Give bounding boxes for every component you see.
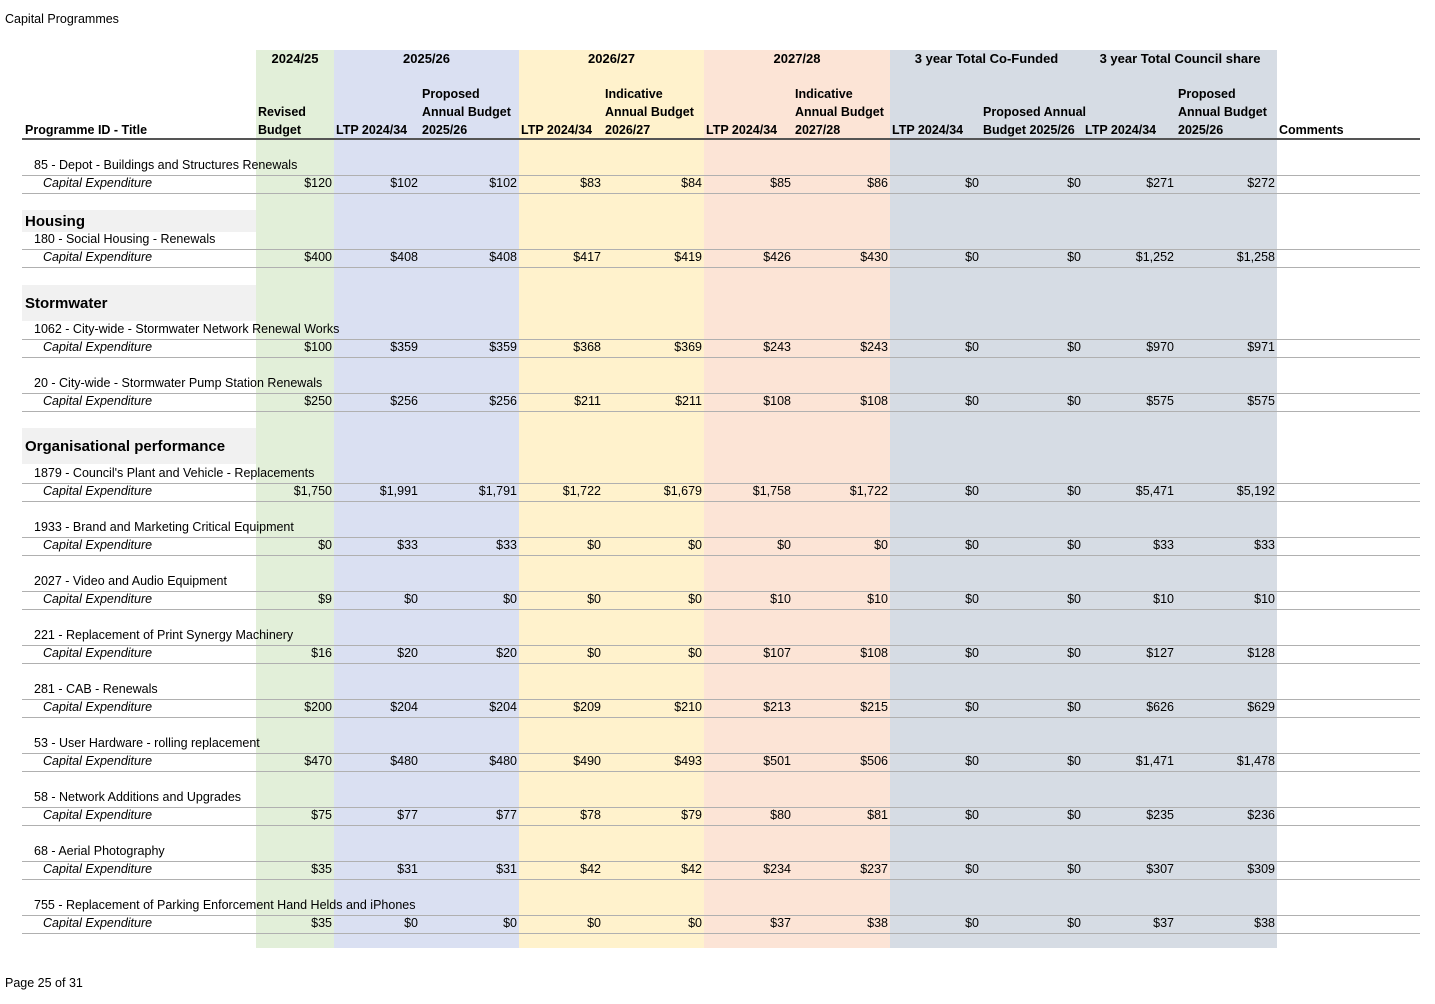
cell-value: $0 [874, 538, 888, 552]
cell-value: $0 [965, 176, 979, 190]
cell-value: $400 [304, 250, 332, 264]
cell-value: $1,679 [663, 484, 702, 498]
cell-value: $35 [311, 916, 332, 930]
cell-value: $0 [1067, 340, 1081, 354]
row-divider [22, 193, 1420, 194]
cell-value: $5,471 [1135, 484, 1174, 498]
group-header: 2027/28 [773, 51, 821, 66]
cell-value: $0 [318, 538, 332, 552]
column-header: Annual Budget [795, 105, 884, 119]
cell-value: $493 [674, 754, 702, 768]
cell-value: $0 [503, 592, 517, 606]
cell-value: $1,791 [478, 484, 517, 498]
cell-value: $211 [675, 394, 702, 408]
cell-value: $271 [1146, 176, 1174, 190]
cell-value: $128 [1247, 646, 1275, 660]
cell-value: $0 [1067, 250, 1081, 264]
cell-value: $506 [860, 754, 888, 768]
cell-value: $256 [489, 394, 517, 408]
column-header: 2025/26 [1178, 123, 1224, 137]
cell-value: $0 [688, 646, 702, 660]
cell-value: $1,758 [752, 484, 791, 498]
cell-value: $626 [1146, 700, 1174, 714]
cell-value: $108 [763, 394, 791, 408]
row-label: Capital Expenditure [43, 340, 153, 354]
cell-value: $359 [390, 340, 418, 354]
cell-value: $0 [965, 700, 979, 714]
cell-value: $20 [397, 646, 418, 660]
row-divider [22, 771, 1420, 772]
row-divider [22, 411, 1420, 412]
cell-value: $419 [674, 250, 702, 264]
column-header: Annual Budget [1178, 105, 1267, 119]
cell-value: $0 [965, 394, 979, 408]
cell-value: $33 [496, 538, 517, 552]
row-label: Capital Expenditure [43, 916, 153, 930]
cell-value: $77 [496, 808, 517, 822]
programme-title: 281 - CAB - Renewals [34, 682, 158, 696]
cell-value: $970 [1146, 340, 1174, 354]
cell-value: $215 [860, 700, 888, 714]
cell-value: $33 [1153, 538, 1174, 552]
cell-value: $0 [1067, 484, 1081, 498]
group-header: 3 year Total Co-Funded [914, 51, 1059, 66]
page-title: Capital Programmes [5, 12, 119, 26]
programme-title: 53 - User Hardware - rolling replacement [34, 736, 260, 750]
cell-value: $1,258 [1236, 250, 1275, 264]
cell-value: $102 [489, 176, 517, 190]
cell-value: $210 [674, 700, 702, 714]
column-header: Annual Budget [605, 105, 694, 119]
cell-value: $971 [1247, 340, 1275, 354]
programme-title: 1879 - Council's Plant and Vehicle - Replacements [34, 466, 315, 480]
row-divider [22, 825, 1420, 826]
cell-value: $80 [770, 808, 791, 822]
cell-value: $0 [965, 916, 979, 930]
cell-value: $369 [674, 340, 702, 354]
cell-value: $0 [1067, 592, 1081, 606]
cell-value: $79 [681, 808, 702, 822]
cell-value: $0 [1067, 646, 1081, 660]
column-header-programme: Programme ID - Title [25, 123, 148, 137]
cell-value: $1,471 [1135, 754, 1174, 768]
cell-value: $108 [860, 394, 888, 408]
cell-value: $0 [404, 916, 418, 930]
cell-value: $0 [965, 808, 979, 822]
row-label: Capital Expenditure [43, 808, 153, 822]
cell-value: $236 [1247, 808, 1275, 822]
cell-value: $37 [1153, 916, 1174, 930]
cell-value: $0 [1067, 754, 1081, 768]
cell-value: $20 [496, 646, 517, 660]
cell-value: $108 [860, 646, 888, 660]
row-divider [22, 555, 1420, 556]
column-header-comments: Comments [1279, 123, 1344, 137]
row-label: Capital Expenditure [43, 538, 153, 552]
cell-value: $31 [496, 862, 517, 876]
row-label: Capital Expenditure [43, 250, 153, 264]
column-header: Indicative [605, 87, 663, 101]
cell-value: $417 [573, 250, 601, 264]
cell-value: $127 [1146, 646, 1174, 660]
cell-value: $78 [580, 808, 601, 822]
column-header: LTP 2024/34 [336, 123, 408, 137]
column-header: LTP 2024/34 [1085, 123, 1157, 137]
cell-value: $480 [390, 754, 418, 768]
cell-value: $209 [573, 700, 601, 714]
cell-value: $0 [965, 862, 979, 876]
cell-value: $9 [318, 592, 332, 606]
cell-value: $0 [1067, 538, 1081, 552]
column-header: LTP 2024/34 [521, 123, 593, 137]
row-divider [22, 717, 1420, 718]
cell-value: $100 [304, 340, 332, 354]
row-divider [22, 267, 1420, 268]
section-title: Housing [25, 213, 85, 230]
cell-value: $470 [304, 754, 332, 768]
row-divider [22, 357, 1420, 358]
cell-value: $200 [304, 700, 332, 714]
row-label: Capital Expenditure [43, 646, 153, 660]
row-divider [22, 663, 1420, 664]
programme-title: 221 - Replacement of Print Synergy Machinery [34, 628, 294, 642]
cell-value: $408 [489, 250, 517, 264]
cell-value: $120 [304, 176, 332, 190]
cell-value: $0 [688, 916, 702, 930]
cell-value: $75 [311, 808, 332, 822]
cell-value: $37 [770, 916, 791, 930]
cell-value: $85 [770, 176, 791, 190]
cell-value: $0 [1067, 808, 1081, 822]
programme-title: 755 - Replacement of Parking Enforcement Hand Helds and iPhones [34, 898, 416, 912]
column-header: Indicative [795, 87, 853, 101]
cell-value: $213 [763, 700, 791, 714]
cell-value: $0 [688, 538, 702, 552]
cell-value: $1,722 [562, 484, 601, 498]
cell-value: $490 [573, 754, 601, 768]
column-header: Annual Budget [422, 105, 511, 119]
cell-value: $10 [770, 592, 791, 606]
cell-value: $426 [763, 250, 791, 264]
cell-value: $33 [1254, 538, 1275, 552]
cell-value: $38 [867, 916, 888, 930]
cell-value: $83 [580, 176, 601, 190]
programme-title: 2027 - Video and Audio Equipment [34, 574, 227, 588]
cell-value: $42 [580, 862, 601, 876]
cell-value: $81 [867, 808, 888, 822]
cell-value: $408 [390, 250, 418, 264]
cell-value: $1,722 [849, 484, 888, 498]
programme-title: 85 - Depot - Buildings and Structures Renewals [34, 158, 298, 172]
cell-value: $42 [681, 862, 702, 876]
column-header: Proposed Annual [983, 105, 1087, 119]
cell-value: $0 [1067, 700, 1081, 714]
cell-value: $204 [390, 700, 418, 714]
cell-value: $250 [304, 394, 332, 408]
cell-value: $501 [763, 754, 791, 768]
cell-value: $10 [1153, 592, 1174, 606]
row-divider [22, 879, 1420, 880]
row-label: Capital Expenditure [43, 484, 153, 498]
cell-value: $0 [777, 538, 791, 552]
cell-value: $629 [1247, 700, 1275, 714]
cell-value: $16 [311, 646, 332, 660]
group-header: 2024/25 [271, 51, 319, 66]
cell-value: $430 [860, 250, 888, 264]
cell-value: $86 [867, 176, 888, 190]
header-rule [22, 138, 1420, 140]
cell-value: $575 [1247, 394, 1275, 408]
cell-value: $0 [503, 916, 517, 930]
cell-value: $1,478 [1236, 754, 1275, 768]
cell-value: $102 [390, 176, 418, 190]
cell-value: $0 [1067, 394, 1081, 408]
cell-value: $0 [404, 592, 418, 606]
cell-value: $1,252 [1135, 250, 1174, 264]
row-label: Capital Expenditure [43, 700, 153, 714]
cell-value: $480 [489, 754, 517, 768]
row-label: Capital Expenditure [43, 176, 153, 190]
cell-value: $272 [1247, 176, 1275, 190]
column-header: Revised [258, 105, 306, 119]
column-header: Proposed [1178, 87, 1236, 101]
cell-value: $0 [1067, 176, 1081, 190]
cell-value: $211 [574, 394, 601, 408]
cell-value: $38 [1254, 916, 1275, 930]
column-header: LTP 2024/34 [706, 123, 778, 137]
cell-value: $0 [965, 646, 979, 660]
cell-value: $5,192 [1236, 484, 1275, 498]
cell-value: $10 [1254, 592, 1275, 606]
column-header: Proposed [422, 87, 480, 101]
cell-value: $575 [1146, 394, 1174, 408]
section-title: Organisational performance [25, 438, 226, 455]
column-header: Budget 2025/26 [983, 123, 1075, 137]
group-header: 3 year Total Council share [1099, 51, 1261, 66]
cell-value: $368 [573, 340, 601, 354]
cell-value: $107 [763, 646, 791, 660]
cell-value: $0 [1067, 862, 1081, 876]
page-footer: Page 25 of 31 [5, 976, 83, 990]
cell-value: $84 [681, 176, 702, 190]
row-label: Capital Expenditure [43, 754, 153, 768]
section-title: Stormwater [25, 295, 108, 312]
cell-value: $204 [489, 700, 517, 714]
programme-title: 58 - Network Additions and Upgrades [34, 790, 242, 804]
cell-value: $307 [1146, 862, 1174, 876]
row-divider [22, 501, 1420, 502]
programme-title: 20 - City-wide - Stormwater Pump Station Renewals [34, 376, 323, 390]
cell-value: $0 [965, 340, 979, 354]
cell-value: $0 [965, 754, 979, 768]
row-label: Capital Expenditure [43, 394, 153, 408]
cell-value: $0 [587, 592, 601, 606]
row-label: Capital Expenditure [43, 592, 153, 606]
row-label: Capital Expenditure [43, 862, 153, 876]
cell-value: $0 [587, 646, 601, 660]
cell-value: $0 [1067, 916, 1081, 930]
column-header: Budget [258, 123, 302, 137]
cell-value: $35 [311, 862, 332, 876]
cell-value: $31 [397, 862, 418, 876]
column-header: 2027/28 [795, 123, 841, 137]
programme-title: 1933 - Brand and Marketing Critical Equipment [34, 520, 294, 534]
programme-title: 68 - Aerial Photography [34, 844, 165, 858]
cell-value: $0 [688, 592, 702, 606]
column-header: 2026/27 [605, 123, 651, 137]
group-header: 2025/26 [403, 51, 450, 66]
cell-value: $359 [489, 340, 517, 354]
cell-value: $33 [397, 538, 418, 552]
group-header: 2026/27 [588, 51, 635, 66]
cell-value: $0 [587, 538, 601, 552]
row-divider [22, 609, 1420, 610]
cell-value: $309 [1247, 862, 1275, 876]
cell-value: $0 [965, 484, 979, 498]
cell-value: $235 [1146, 808, 1174, 822]
programme-title: 1062 - City-wide - Stormwater Network Renewal Works [34, 322, 340, 336]
cell-value: $77 [397, 808, 418, 822]
cell-value: $0 [965, 250, 979, 264]
cell-value: $0 [587, 916, 601, 930]
programme-title: 180 - Social Housing - Renewals [34, 232, 216, 246]
row-divider [22, 933, 1420, 934]
cell-value: $0 [965, 538, 979, 552]
cell-value: $1,750 [293, 484, 332, 498]
cell-value: $243 [763, 340, 791, 354]
cell-value: $256 [390, 394, 418, 408]
cell-value: $1,991 [379, 484, 418, 498]
cell-value: $0 [965, 592, 979, 606]
cell-value: $243 [860, 340, 888, 354]
cell-value: $234 [763, 862, 791, 876]
column-header: 2025/26 [422, 123, 468, 137]
cell-value: $10 [867, 592, 888, 606]
cell-value: $237 [860, 862, 888, 876]
column-header: LTP 2024/34 [892, 123, 964, 137]
